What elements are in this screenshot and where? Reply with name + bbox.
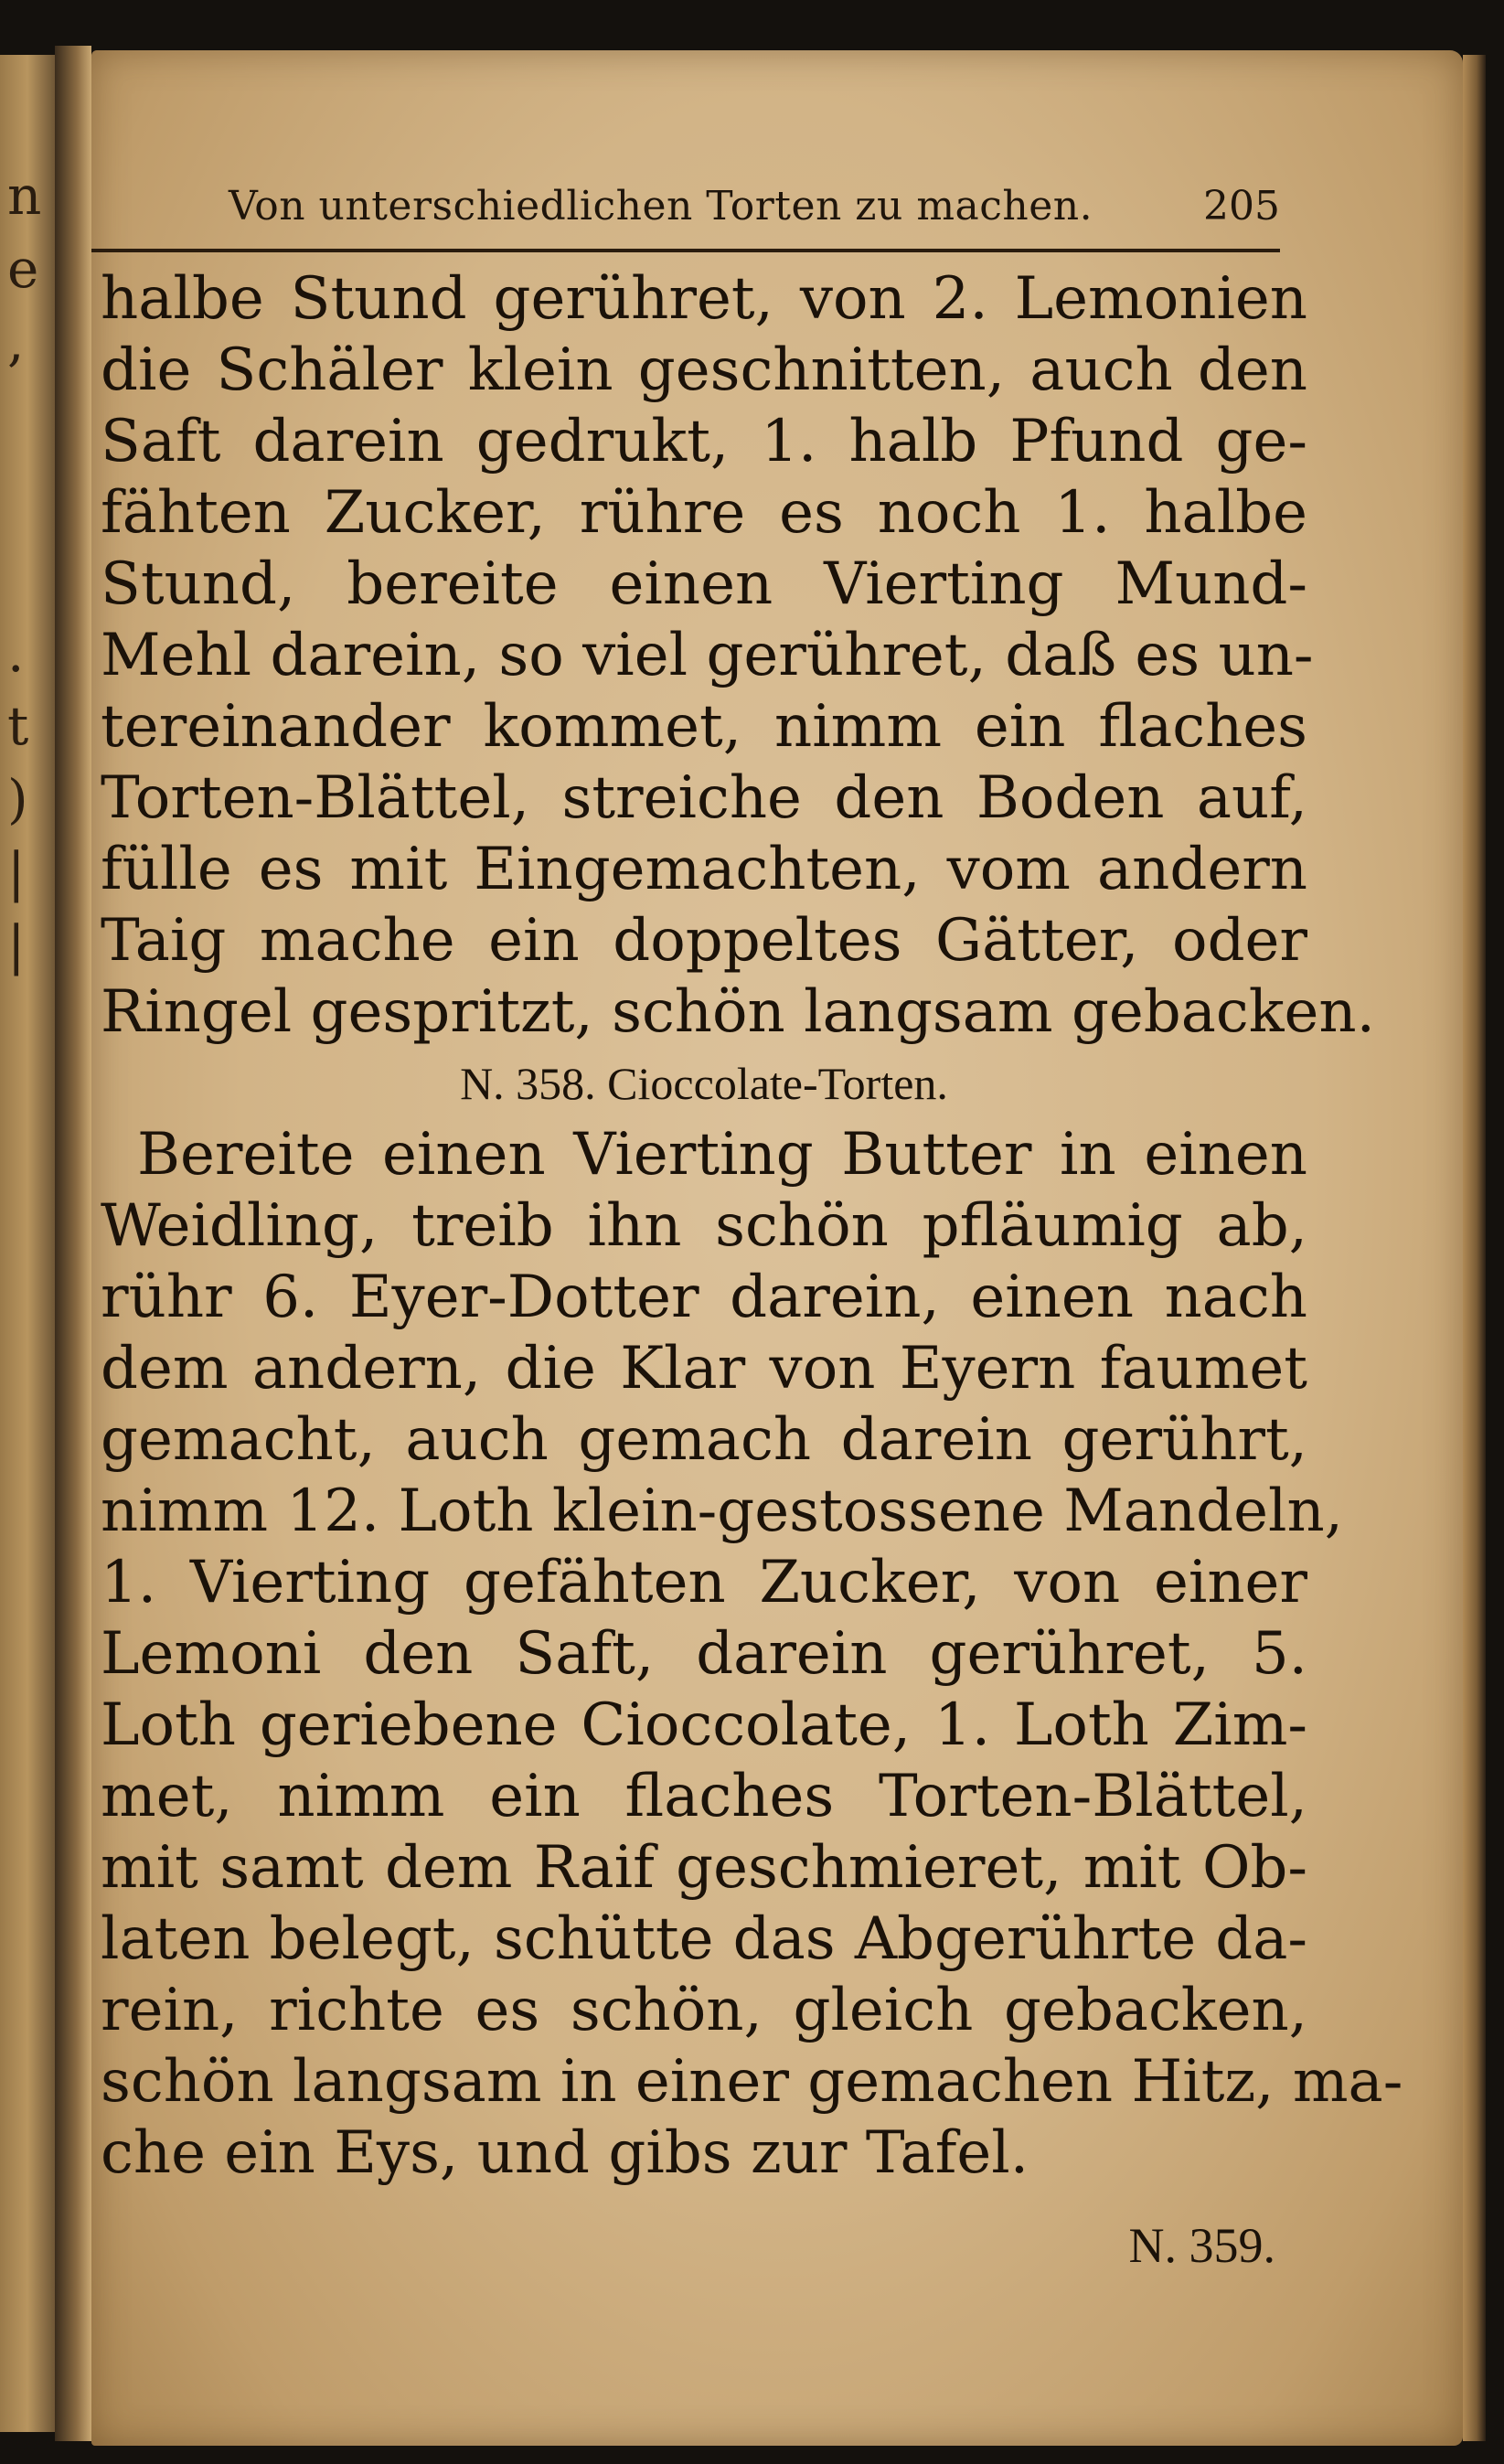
text-line: fähten Zucker, rühre es noch 1. halbe — [101, 479, 1307, 547]
text-line: 1. Vierting gefähten Zucker, von einer — [101, 1549, 1307, 1616]
text-line: Taig mache ein doppeltes Gätter, oder — [101, 907, 1307, 975]
page-header — [229, 183, 1280, 247]
text-line: che ein Eys, und gibs zur Tafel. — [101, 2119, 1029, 2187]
left-page-fragment: t — [7, 695, 29, 757]
text-line: Mehl darein, so viel gerühret, daß es un- — [101, 622, 1314, 689]
page-fore-edge — [1463, 55, 1486, 2441]
catchword: N. 359. — [1128, 2218, 1275, 2273]
text-line: fülle es mit Eingemachten, vom andern — [101, 836, 1307, 903]
left-page-fragment: e — [7, 238, 39, 300]
text-line: die Schäler klein geschnitten, auch den — [101, 336, 1307, 404]
text-line: mit samt dem Raif geschmieret, mit Ob- — [101, 1834, 1307, 1902]
text-line: halbe Stund gerühret, von 2. Lemonien — [101, 265, 1307, 333]
text-line: Lemoni den Saft, darein gerühret, 5. — [101, 1620, 1307, 1688]
text-line: schön langsam in einer gemachen Hitz, ma- — [101, 2048, 1403, 2116]
text-line: rühr 6. Eyer-Dotter darein, einen nach — [101, 1264, 1307, 1331]
text-line: Saft darein gedrukt, 1. halb Pfund ge- — [101, 408, 1307, 475]
left-page-edge — [0, 55, 55, 2432]
left-page-fragment: . — [7, 622, 25, 684]
running-title: Von unterschiedlichen Torten zu machen. — [229, 183, 1093, 229]
left-page-fragment: n — [7, 165, 42, 227]
page-number: 205 — [1203, 183, 1280, 229]
recipe-heading: N. 358. Cioccolate-Torten. — [460, 1058, 948, 1109]
text-line: gemacht, auch gemach darein gerührt, — [101, 1406, 1307, 1474]
text-line: dem andern, die Klar von Eyern faumet — [101, 1335, 1307, 1403]
text-line: Ringel gespritzt, schön langsam gebacken. — [101, 978, 1375, 1046]
text-line: laten belegt, schütte das Abgerührte da- — [101, 1905, 1307, 1973]
text-line: Loth geriebene Cioccolate, 1. Loth Zim- — [101, 1691, 1307, 1759]
text-line: Stund, bereite einen Vierting Mund- — [101, 550, 1307, 618]
left-page-fragment: ) — [7, 768, 28, 830]
left-page-fragment: | — [7, 841, 26, 903]
text-line: nimm 12. Loth klein-gestossene Mandeln, — [101, 1477, 1343, 1545]
text-line: tereinander kommet, nimm ein flaches — [101, 693, 1307, 761]
left-page-fragment: , — [7, 311, 25, 373]
text-line: Weidling, treib ihn schön pfläumig ab, — [101, 1192, 1307, 1260]
book-gutter — [55, 46, 91, 2441]
text-line: Torten-Blättel, streiche den Boden auf, — [101, 764, 1307, 832]
text-line: rein, richte es schön, gleich gebacken, — [101, 1977, 1307, 2044]
text-line: met, nimm ein flaches Torten-Blättel, — [101, 1763, 1307, 1830]
left-page-fragment: | — [7, 914, 26, 976]
text-line: Bereite einen Vierting Butter in einen — [137, 1121, 1307, 1189]
body-text — [101, 263, 1403, 2189]
header-rule — [91, 249, 1280, 252]
